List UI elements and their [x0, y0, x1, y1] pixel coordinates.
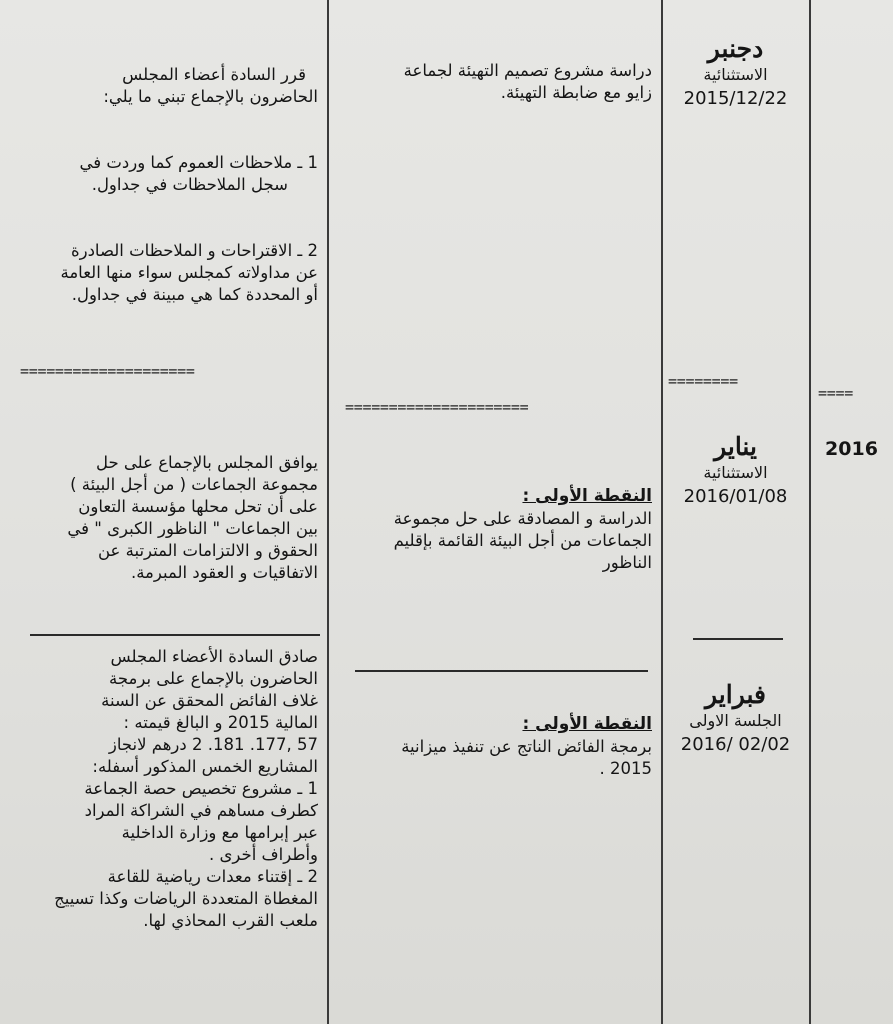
column-border — [661, 0, 663, 1024]
separator-equals: ======== — [668, 372, 738, 390]
month-name: يناير — [714, 432, 757, 461]
separator-equals: ==================== — [20, 362, 195, 380]
subject-line: الدراسة و المصادقة على حل مجموعة — [393, 509, 652, 528]
decision-line: الاتفاقيات و العقود المبرمة. — [130, 563, 318, 582]
session-date: 2016/ 02/02 — [680, 734, 791, 755]
session-date: 2016/01/08 — [683, 486, 788, 507]
decision-cell-january — [12, 452, 318, 584]
decision-line: سجل الملاحظات في جداول. — [91, 175, 288, 194]
decision-line: أو المحددة كما هي مبينة في جداول. — [71, 285, 318, 304]
decision-cell-february — [12, 646, 318, 932]
subject-cell-december — [340, 60, 652, 104]
session-type: الاستثنائية — [703, 65, 768, 84]
decision-line: بين الجماعات " الناظور الكبرى " في — [67, 519, 318, 538]
session-type: الاستثنائية — [703, 463, 768, 482]
decision-line: عبر إبرامها مع وزارة الداخلية — [121, 823, 318, 842]
decision-line: قرر السادة أعضاء المجلس — [122, 65, 306, 84]
decision-line: مجموعة الجماعات ( من أجل البيئة ) — [70, 475, 318, 494]
year-label: 2016 — [825, 438, 878, 460]
decision-line: كطرف مساهم في الشراكة المراد — [84, 801, 318, 820]
date-cell-january — [662, 432, 809, 510]
separator-equals: ===================== — [345, 398, 529, 416]
separator-equals: ==== — [818, 384, 853, 402]
decision-line: يوافق المجلس بالإجماع على حل — [95, 453, 318, 472]
decision-cell-december — [12, 64, 318, 306]
subject-line: الناظور — [602, 553, 652, 572]
decision-line: المشاريع الخمس المذكور أسفله: — [92, 757, 318, 776]
decision-line: 57 ,177. 181. 2 درهم لانجاز — [108, 735, 318, 754]
row-divider — [355, 670, 648, 672]
subject-line: برمجة الفائض الناتج عن تنفيذ ميزانية — [401, 737, 652, 756]
decision-line: الحاضرون بالإجماع على برمجة — [109, 669, 318, 688]
decision-line: 2 ـ إقتناء معدات رياضية للقاعة — [107, 867, 318, 886]
decision-line: ملعب القرب المحاذي لها. — [143, 911, 318, 930]
subject-line: 2015 . — [599, 759, 652, 778]
row-divider — [693, 638, 783, 640]
session-date: 2015/12/22 — [683, 88, 788, 109]
session-type: الجلسة الاولى — [689, 711, 782, 730]
decision-line: الحقوق و الالتزامات المترتبة عن — [97, 541, 318, 560]
subject-cell-february — [340, 712, 652, 780]
decision-line: 2 ـ الاقتراحات و الملاحظات الصادرة — [70, 241, 318, 260]
decision-line: 1 ـ مشروع تخصيص حصة الجماعة — [84, 779, 318, 798]
date-cell-december — [662, 34, 809, 112]
subject-cell-january — [340, 484, 652, 574]
point-title: النقطة الأولى : — [522, 486, 652, 506]
month-name: فبراير — [705, 680, 766, 709]
subject-line: الجماعات من أجل البيئة القائمة بإقليم — [393, 531, 652, 550]
decision-line: المالية 2015 و البالغ قيمته : — [123, 713, 318, 732]
decision-line: عن مداولاته كمجلس سواء منها العامة — [60, 263, 318, 282]
column-border — [327, 0, 329, 1024]
subject-line: دراسة مشروع تصميم التهيئة لجماعة — [403, 61, 652, 80]
decision-line: وأطراف أخرى . — [208, 845, 318, 864]
row-divider — [30, 634, 320, 636]
decision-line: الحاضرون بالإجماع تبني ما يلي: — [103, 87, 318, 106]
date-cell-february — [662, 680, 809, 758]
decision-line: على أن تحل محلها مؤسسة التعاون — [78, 497, 318, 516]
month-name: دجنبر — [707, 34, 764, 63]
decision-line: المغطاة المتعددة الرياضات وكذا تسييج — [54, 889, 318, 908]
column-border — [809, 0, 811, 1024]
decision-line: 1 ـ ملاحظات العموم كما وردت في — [79, 153, 318, 172]
subject-line: زايو مع ضابطة التهيئة. — [500, 83, 652, 102]
decision-line: غلاف الفائض المحقق عن السنة — [101, 691, 318, 710]
decision-line: صادق السادة الأعضاء المجلس — [110, 647, 318, 666]
point-title: النقطة الأولى : — [522, 714, 652, 734]
